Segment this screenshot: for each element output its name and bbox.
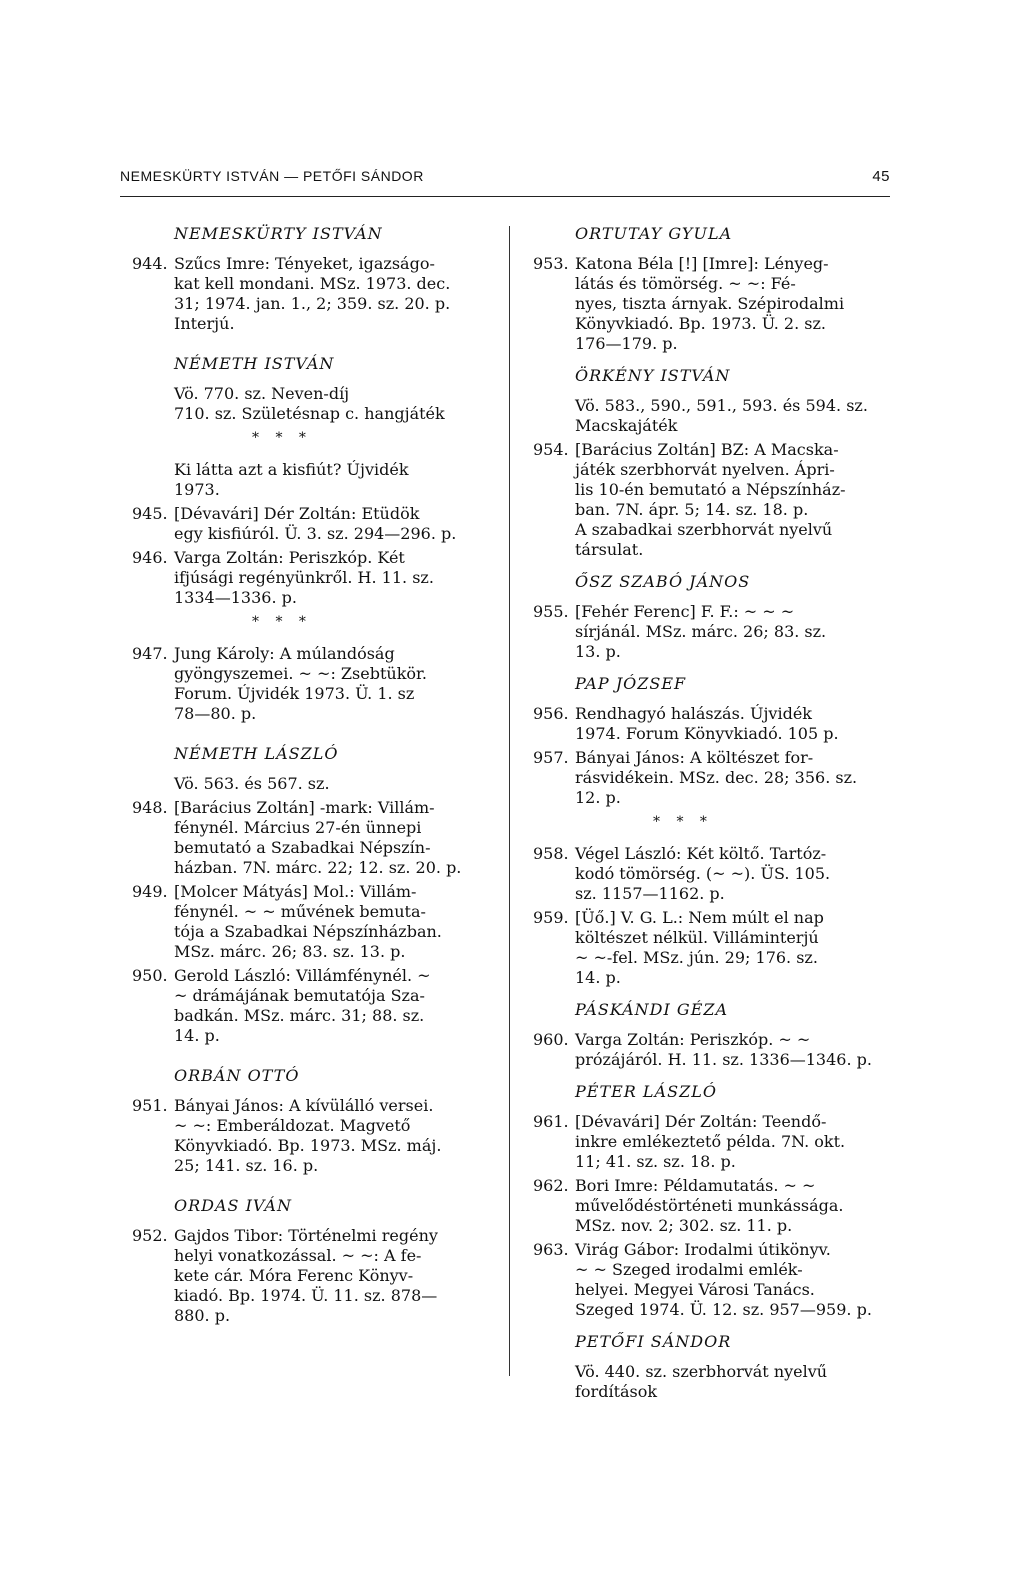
entry-number: 963. — [533, 1240, 569, 1259]
entry-number: 946. — [132, 548, 168, 567]
entry-line: Virág Gábor: Irodalmi útikönyv. — [575, 1240, 831, 1259]
section-heading: PAP JÓZSEF — [575, 674, 687, 693]
bibliography-entry — [132, 548, 460, 608]
entry-number: 961. — [533, 1112, 569, 1131]
section-heading: PÁSKÁNDI GÉZA — [575, 1000, 729, 1019]
entry-line: 13. p. — [575, 642, 621, 661]
entry-line: 1974. Forum Könyvkiadó. 105 p. — [575, 724, 839, 743]
entry-line: 31; 1974. jan. 1., 2; 359. sz. 20. p. — [174, 294, 451, 313]
entry-line: Bányai János: A költészet for- — [575, 748, 814, 767]
entry-line: Gerold László: Villámfénynél. ~ — [174, 966, 431, 985]
entry-line: fénynél. Március 27-én ünnepi — [174, 818, 422, 837]
entry-line: tója a Szabadkai Népszínházban. — [174, 922, 442, 941]
entry-line: 880. p. — [174, 1306, 231, 1325]
entry-line: látás és tömörség. ~ ~: Fé- — [575, 274, 796, 293]
entry-line: lis 10-én bemutató a Népszínház- — [575, 480, 846, 499]
entry-number: 959. — [533, 908, 569, 927]
entry-line: egy kisfiúról. Ü. 3. sz. 294—296. p. — [174, 524, 457, 543]
cross-reference — [533, 1362, 861, 1402]
entry-line: 14. p. — [575, 968, 621, 987]
entry-line: A szabadkai szerbhorvát nyelvű — [575, 520, 833, 539]
entry-line: ~ ~ Szeged irodalmi emlék- — [575, 1260, 803, 1279]
entry-line: MSz. márc. 26; 83. sz. 13. p. — [174, 942, 406, 961]
entry-line: [Molcer Mátyás] Mol.: Villám- — [174, 882, 417, 901]
entry-number: 954. — [533, 440, 569, 459]
section-heading: ÖRKÉNY ISTVÁN — [575, 366, 731, 385]
entry-line: [Fehér Ferenc] F. F.: ~ ~ ~ — [575, 602, 795, 621]
entry-line: 1973. — [174, 480, 220, 499]
entry-number: 953. — [533, 254, 569, 273]
entry-line: sírjánál. MSz. márc. 26; 83. sz. — [575, 622, 827, 641]
entry-line: [Dévavári] Dér Zoltán: Teendő- — [575, 1112, 827, 1131]
bibliography-entry — [132, 504, 460, 544]
entry-line: 14. p. — [174, 1026, 220, 1045]
bibliography-entry — [533, 704, 861, 744]
entry-line: MSz. nov. 2; 302. sz. 11. p. — [575, 1216, 793, 1235]
entry-line: Bori Imre: Példamutatás. ~ ~ — [575, 1176, 816, 1195]
entry-line: ban. 7N. ápr. 5; 14. sz. 18. p. — [575, 500, 809, 519]
column-divider — [509, 226, 510, 1376]
entry-line: 12. p. — [575, 788, 621, 807]
bibliography-entry — [533, 1176, 861, 1236]
entry-line: 11; 41. sz. sz. 18. p. — [575, 1152, 736, 1171]
entry-line: társulat. — [575, 540, 644, 559]
right-column — [533, 224, 872, 1406]
entry-line: 710. sz. Születésnap c. hangjáték — [174, 404, 445, 423]
entry-line: Varga Zoltán: Periszkóp. ~ ~ — [575, 1030, 811, 1049]
entry-number: 957. — [533, 748, 569, 767]
entry-line: ~ drámájának bemutatója Sza- — [174, 986, 425, 1005]
entry-line: Forum. Újvidék 1973. Ü. 1. sz — [174, 684, 415, 703]
bibliography-entry — [132, 798, 460, 878]
entry-line: bemutató a Szabadkai Népszín- — [174, 838, 431, 857]
section-heading: ORTUTAY GYULA — [575, 224, 733, 243]
entry-line: Könyvkiadó. Bp. 1973. Ü. 2. sz. — [575, 314, 826, 333]
bibliography-entry — [533, 1030, 872, 1070]
entry-line: Könyvkiadó. Bp. 1973. MSz. máj. — [174, 1136, 442, 1155]
section-separator: * * * — [653, 814, 713, 830]
entry-line: 1334—1336. p. — [174, 588, 297, 607]
entry-line: Rendhagyó halászás. Újvidék — [575, 704, 812, 723]
bibliography-entry — [132, 882, 460, 962]
entry-line: házban. 7N. márc. 22; 12. sz. 20. p. — [174, 858, 462, 877]
section-heading: ORBÁN OTTÓ — [174, 1066, 300, 1085]
entry-number: 960. — [533, 1030, 569, 1049]
entry-line: Bányai János: A kívülálló versei. — [174, 1096, 434, 1115]
entry-number: 955. — [533, 602, 569, 621]
entry-line: Szűcs Imre: Tényeket, igazságo- — [174, 254, 435, 273]
entry-line: kiadó. Bp. 1974. Ü. 11. sz. 878— — [174, 1286, 438, 1305]
entry-number: 949. — [132, 882, 168, 901]
entry-line: kodó tömörség. (~ ~). ÜS. 105. — [575, 864, 831, 883]
bibliography-entry — [533, 844, 861, 904]
entry-number: 956. — [533, 704, 569, 723]
bibliography-entry — [533, 1240, 872, 1320]
entry-line: Gajdos Tibor: Történelmi regény — [174, 1226, 438, 1245]
section-heading: NEMESKÜRTY ISTVÁN — [174, 224, 383, 243]
entry-number: 950. — [132, 966, 168, 985]
bibliography-entry — [533, 254, 861, 354]
header-rule — [120, 196, 890, 197]
entry-line: [Barácius Zoltán] -mark: Villám- — [174, 798, 435, 817]
entry-number: 958. — [533, 844, 569, 863]
entry-number: 947. — [132, 644, 168, 663]
bibliography-entry — [533, 602, 861, 662]
bibliography-entry — [533, 748, 861, 808]
entry-line: 25; 141. sz. 16. p. — [174, 1156, 319, 1175]
running-head — [120, 168, 890, 184]
section-heading: NÉMETH LÁSZLÓ — [174, 744, 339, 763]
entry-line: 78—80. p. — [174, 704, 257, 723]
bibliography-entry — [132, 1096, 460, 1176]
entry-number: 944. — [132, 254, 168, 273]
entry-line: Végel László: Két költő. Tartóz- — [575, 844, 827, 863]
bibliography-entry — [132, 644, 460, 724]
section-heading: PÉTER LÁSZLÓ — [575, 1082, 717, 1101]
entry-line: kat kell mondani. MSz. 1973. dec. — [174, 274, 451, 293]
section-heading: ORDAS IVÁN — [174, 1196, 292, 1215]
entry-line: művelődéstörténeti munkássága. — [575, 1196, 844, 1215]
entry-line: fénynél. ~ ~ művének bemuta- — [174, 902, 426, 921]
bibliography-entry — [533, 440, 861, 560]
cross-reference — [533, 396, 868, 436]
entry-line: rásvidékein. MSz. dec. 28; 356. sz. — [575, 768, 858, 787]
entry-line: Szeged 1974. Ü. 12. sz. 957—959. p. — [575, 1300, 872, 1319]
entry-line: Katona Béla [!] [Imre]: Lényeg- — [575, 254, 829, 273]
entry-line: [Barácius Zoltán] BZ: A Macska- — [575, 440, 839, 459]
entry-line: Jung Károly: A múlandóság — [174, 644, 395, 663]
section-separator: * * * — [252, 614, 312, 630]
entry-line: fordítások — [575, 1382, 658, 1401]
entry-line: sz. 1157—1162. p. — [575, 884, 725, 903]
entry-line: helyei. Megyei Városi Tanács. — [575, 1280, 815, 1299]
entry-line: badkán. MSz. márc. 31; 88. sz. — [174, 1006, 425, 1025]
entry-line: inkre emlékeztető példa. 7N. okt. — [575, 1132, 846, 1151]
entry-line: nyes, tiszta árnyak. Szépirodalmi — [575, 294, 845, 313]
entry-number: 948. — [132, 798, 168, 817]
work-title — [132, 460, 460, 500]
entry-line: gyöngyszemei. ~ ~: Zsebtükör. — [174, 664, 427, 683]
bibliography-entry — [132, 254, 460, 334]
entry-line: Varga Zoltán: Periszkóp. Két — [174, 548, 405, 567]
entry-line: [Üő.] V. G. L.: Nem múlt el nap — [575, 908, 824, 927]
entry-line: helyi vonatkozással. ~ ~: A fe- — [174, 1246, 422, 1265]
entry-line: Vö. 770. sz. Neven-díj — [174, 384, 350, 403]
entry-line: játék szerbhorvát nyelven. Ápri- — [575, 460, 835, 479]
bibliography-entry — [132, 966, 460, 1046]
cross-reference — [132, 384, 460, 424]
entry-number: 951. — [132, 1096, 168, 1115]
entry-line: Interjú. — [174, 314, 235, 333]
bibliography-entry — [533, 1112, 861, 1172]
entry-line: ifjúsági regényünkről. H. 11. sz. — [174, 568, 434, 587]
entry-line: ~ ~: Emberáldozat. Magvető — [174, 1116, 411, 1135]
entry-line: Vö. 440. sz. szerbhorvát nyelvű — [575, 1362, 828, 1381]
section-heading: NÉMETH ISTVÁN — [174, 354, 335, 373]
entry-line: Macskajáték — [575, 416, 678, 435]
section-separator: * * * — [252, 430, 312, 446]
entry-line: Vö. 563. és 567. sz. — [174, 774, 330, 793]
entry-line: kete cár. Móra Ferenc Könyv- — [174, 1266, 414, 1285]
cross-reference — [132, 774, 460, 794]
entry-number: 945. — [132, 504, 168, 523]
entry-line: költészet nélkül. Villáminterjú — [575, 928, 819, 947]
entry-number: 952. — [132, 1226, 168, 1245]
section-heading: PETŐFI SÁNDOR — [575, 1332, 732, 1351]
entry-line: 176—179. p. — [575, 334, 678, 353]
entry-line: Ki látta azt a kisfiút? Újvidék — [174, 460, 409, 479]
section-heading: ŐSZ SZABÓ JÁNOS — [575, 572, 751, 591]
entry-number: 962. — [533, 1176, 569, 1195]
running-title: NEMESKÜRTY ISTVÁN — PETŐFI SÁNDOR — [120, 168, 424, 184]
page-number: 45 — [872, 168, 890, 185]
bibliography-entry — [533, 908, 861, 988]
entry-line: Vö. 583., 590., 591., 593. és 594. sz. — [575, 396, 868, 415]
entry-line: prózájáról. H. 11. sz. 1336—1346. p. — [575, 1050, 872, 1069]
bibliography-entry — [132, 1226, 460, 1326]
entry-line: [Dévavári] Dér Zoltán: Etüdök — [174, 504, 420, 523]
left-column — [132, 224, 460, 1330]
entry-line: ~ ~-fel. MSz. jún. 29; 176. sz. — [575, 948, 818, 967]
